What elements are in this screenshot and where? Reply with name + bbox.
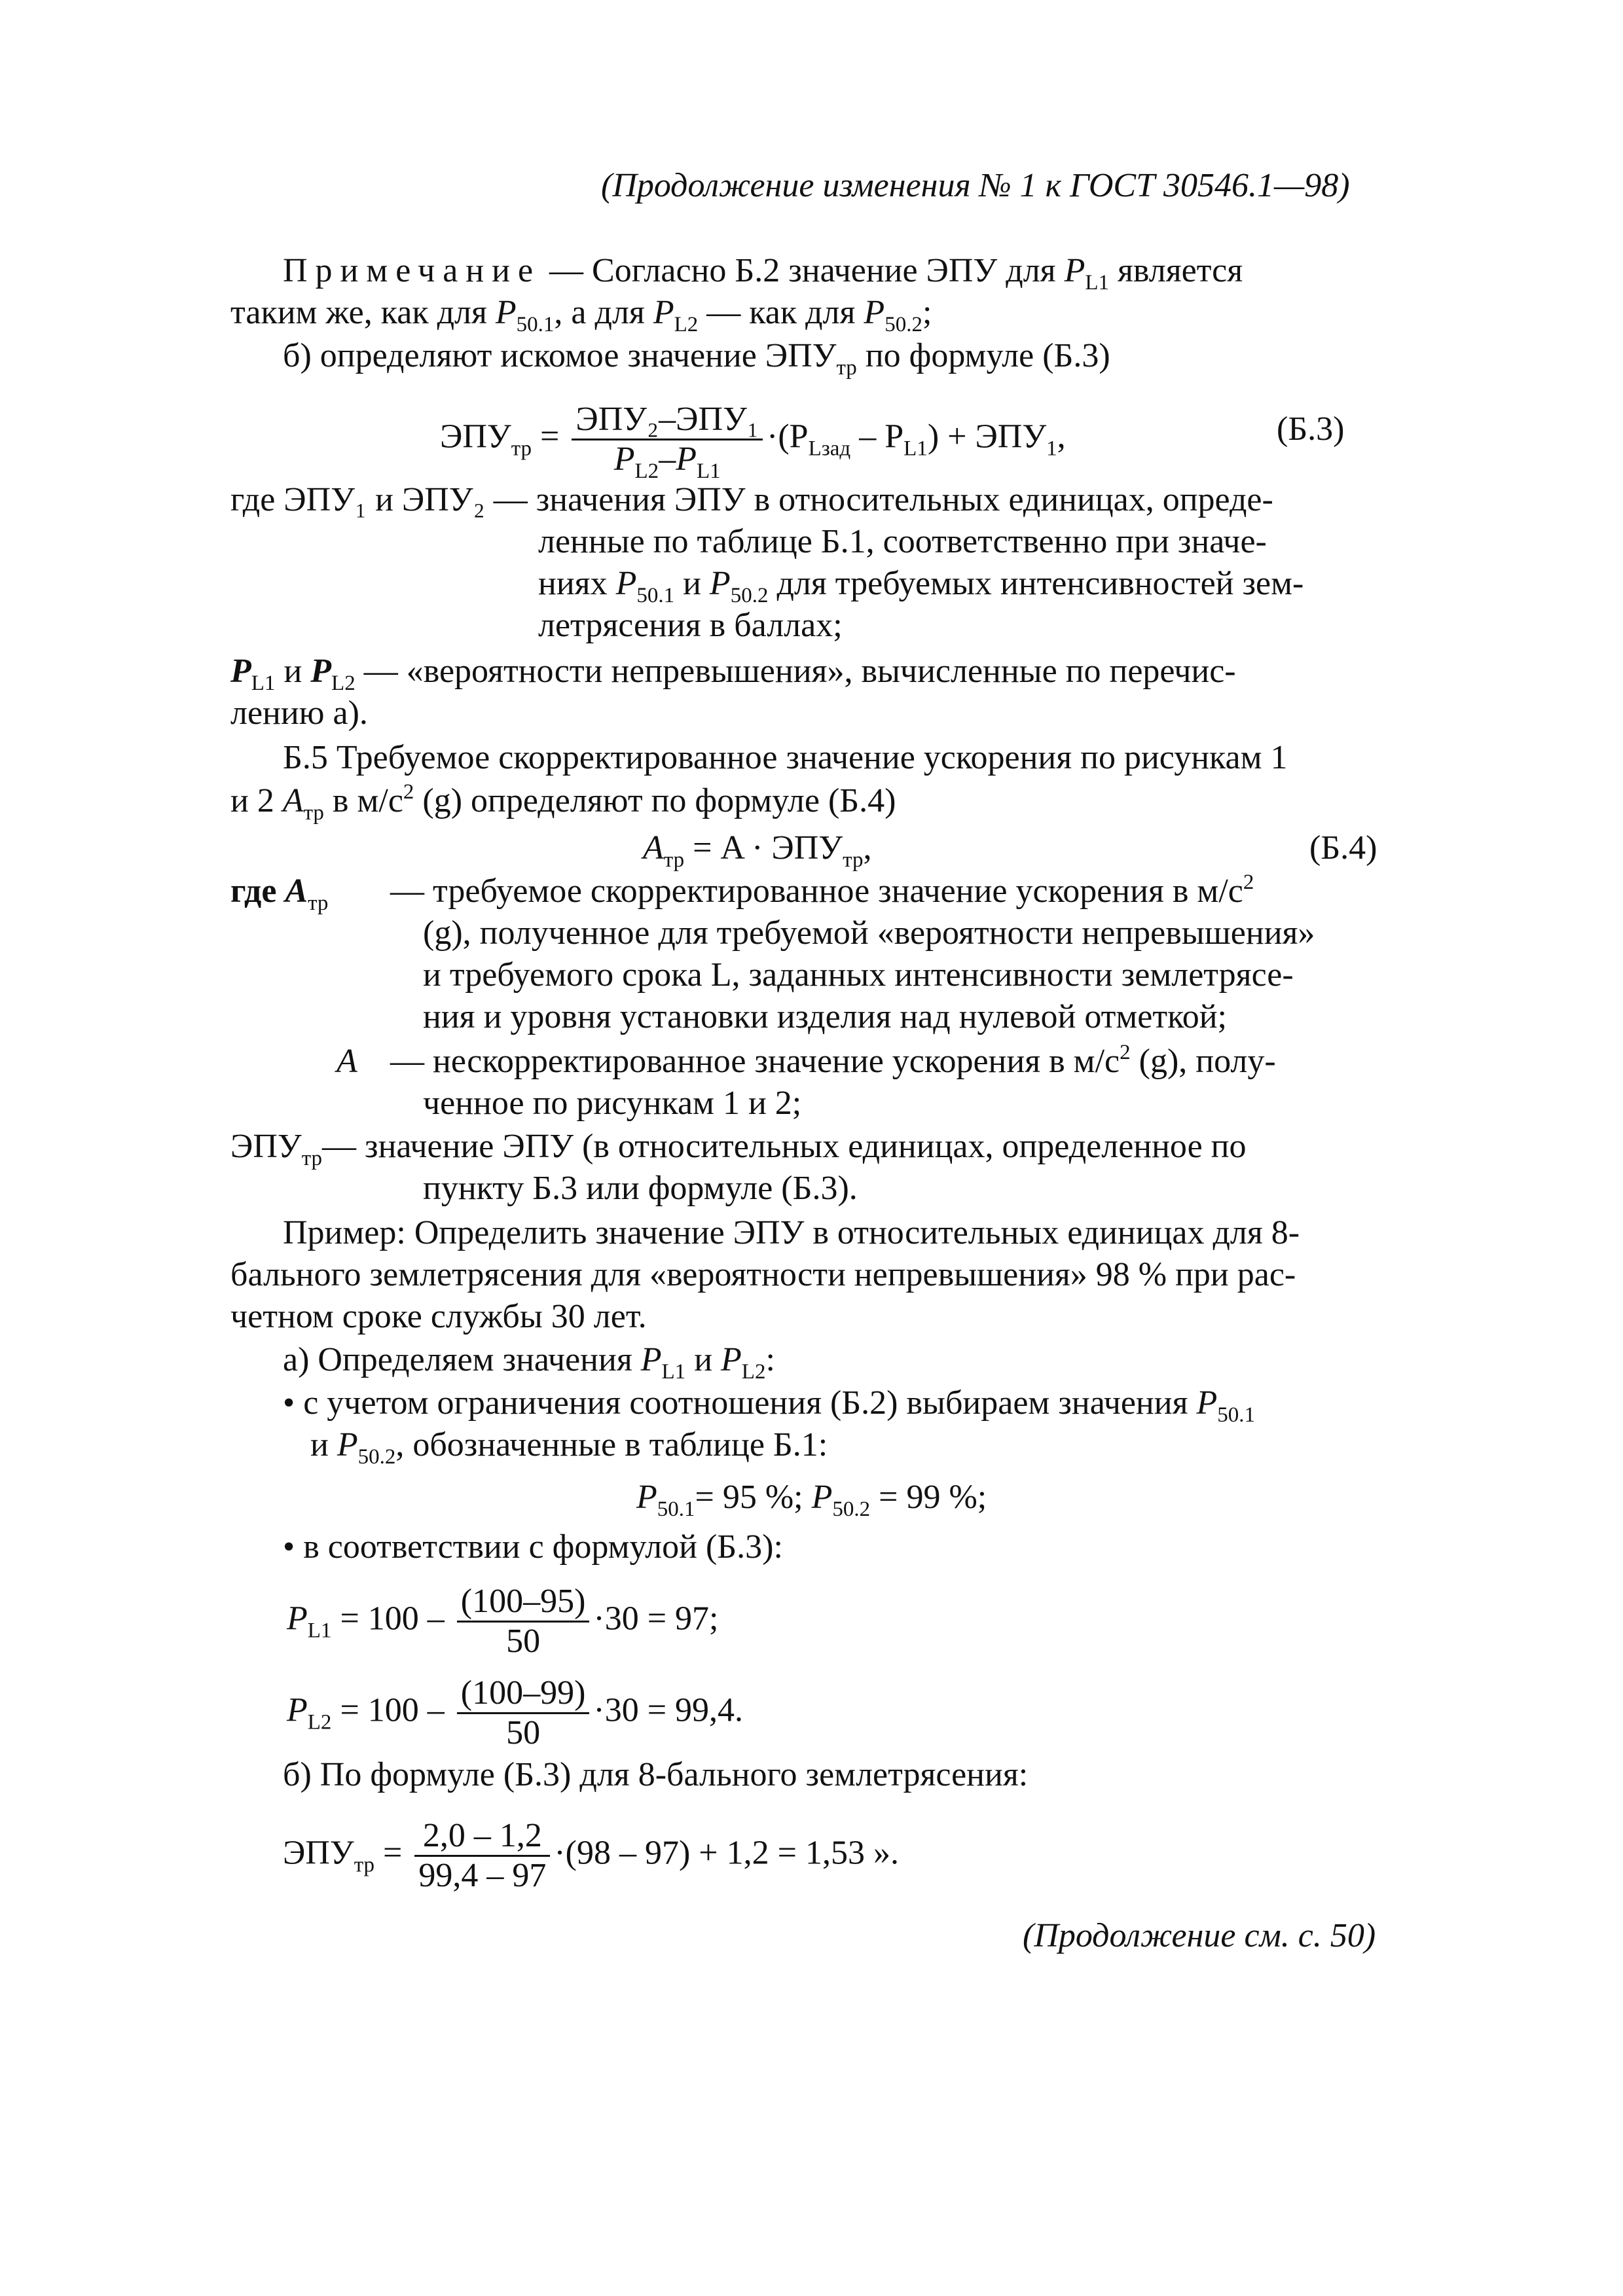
subscript: тр bbox=[836, 356, 857, 380]
symbol-a: A bbox=[282, 782, 304, 819]
formula-part: ·(98 – 97) + 1,2 = 1,53 ». bbox=[554, 1834, 899, 1872]
subscript: тр bbox=[301, 1147, 323, 1170]
symbol-p: P bbox=[811, 1479, 833, 1516]
where-line-2: ленные по таблице Б.1, соответственно при значе- bbox=[538, 523, 1267, 560]
symbol-p: P bbox=[653, 294, 674, 331]
where-line-6: лению а). bbox=[230, 694, 368, 732]
subscript: L1 bbox=[1085, 271, 1110, 295]
subscript: L2 bbox=[331, 672, 356, 695]
subscript: 50.2 bbox=[884, 313, 922, 336]
subscript: тр bbox=[354, 1853, 375, 1877]
fraction bbox=[414, 1817, 550, 1895]
subscript: 50.1 bbox=[636, 584, 675, 607]
formula-b3 bbox=[440, 401, 1066, 483]
note-line-2 bbox=[230, 292, 932, 334]
numerator: (100–95) bbox=[457, 1583, 590, 1623]
text: и bbox=[685, 1341, 721, 1378]
text: — требуемое скорректированное значение ускорения в м/с bbox=[390, 872, 1243, 910]
b5-line-1: Б.5 Требуемое скорректированное значение ускорения по рисункам 1 bbox=[283, 739, 1288, 776]
symbol-a: A bbox=[285, 872, 308, 910]
subscript: 50.2 bbox=[730, 584, 769, 607]
where-b4-symbol-a: A bbox=[337, 1043, 357, 1080]
where-line-4: летрясения в баллах; bbox=[538, 607, 843, 644]
note-text: таким же, как для bbox=[230, 294, 496, 331]
running-header: (Продолжение изменения № 1 к ГОСТ 30546.1—98) bbox=[601, 167, 1350, 204]
formula-part: = bbox=[374, 1834, 411, 1872]
symbol-p: P bbox=[310, 653, 332, 690]
formula-part: = 100 – bbox=[331, 1691, 453, 1729]
formula-b4 bbox=[643, 827, 872, 872]
example-line-2: бального землетрясения для «вероятности непревышения» 98 % при рас- bbox=[230, 1256, 1296, 1293]
text: (g), полу- bbox=[1130, 1043, 1276, 1080]
subscript: L1 bbox=[696, 459, 721, 483]
superscript: 2 bbox=[1243, 870, 1254, 894]
where-b4-line-1 bbox=[390, 870, 1254, 912]
subscript: 50.2 bbox=[357, 1445, 396, 1469]
where-b4-lead bbox=[230, 870, 329, 915]
b5-line-2 bbox=[230, 780, 896, 825]
example-pl1-formula bbox=[287, 1583, 719, 1660]
symbol-p: P bbox=[640, 1341, 662, 1378]
denominator: 99,4 – 97 bbox=[418, 1857, 547, 1894]
symbol-p: P bbox=[287, 1691, 308, 1729]
where-line-3 bbox=[538, 563, 1304, 605]
symbol-p: P bbox=[287, 1600, 308, 1638]
example-bullet-1 bbox=[283, 1382, 1256, 1427]
symbol-a: A bbox=[643, 829, 664, 867]
denominator: 50 bbox=[506, 1714, 541, 1751]
text: = 99 %; bbox=[870, 1479, 987, 1516]
subscript: тр bbox=[303, 801, 324, 825]
text: б) определяют искомое значение ЭПУ bbox=[283, 337, 837, 374]
symbol-p: P bbox=[615, 565, 637, 602]
example-values bbox=[636, 1477, 987, 1521]
where-b4-line-4: ния и уровня установки изделия над нулевой отметкой; bbox=[423, 998, 1227, 1035]
numerator: 2,0 – 1,2 bbox=[414, 1817, 550, 1857]
subscript: 50.1 bbox=[657, 1498, 695, 1521]
text: а) Определяем значения bbox=[283, 1341, 641, 1378]
formula-tag-b4: (Б.4) bbox=[1309, 829, 1377, 867]
symbol-p: P bbox=[864, 294, 885, 331]
subscript: L2 bbox=[741, 1360, 766, 1384]
formula-part: ·30 = 99,4. bbox=[593, 1691, 744, 1729]
formula-part: –P bbox=[659, 440, 697, 478]
symbol-p: P bbox=[230, 653, 251, 690]
text: ЭПУ bbox=[230, 1128, 302, 1165]
note-label: Примечание bbox=[283, 252, 541, 289]
symbol-p: P bbox=[709, 565, 731, 602]
item-b-intro bbox=[283, 335, 1110, 380]
text: (g) определяют по формуле (Б.4) bbox=[414, 782, 896, 819]
where-line-5 bbox=[230, 651, 1236, 695]
example-line-3: четном сроке службы 30 лет. bbox=[230, 1298, 647, 1335]
text: для требуемых интенсивностей зем- bbox=[768, 565, 1304, 602]
superscript: 2 bbox=[403, 780, 414, 804]
note-text: является bbox=[1109, 252, 1243, 289]
formula-part: P bbox=[613, 440, 635, 478]
symbol-p: P bbox=[636, 1479, 657, 1516]
text: — значение ЭПУ (в относительных единицах, определенное по bbox=[322, 1128, 1247, 1165]
symbol-p: P bbox=[1196, 1384, 1218, 1422]
formula-part: ·30 = 97; bbox=[593, 1600, 719, 1638]
formula-part: ·(P bbox=[767, 418, 809, 456]
denominator: 50 bbox=[506, 1623, 541, 1660]
formula-tag-b3: (Б.3) bbox=[1277, 410, 1345, 448]
text: и bbox=[674, 565, 710, 602]
formula-part: = A · ЭПУ bbox=[684, 829, 843, 867]
formula-part: – P bbox=[850, 418, 904, 456]
text: ниях bbox=[538, 565, 616, 602]
superscript: 2 bbox=[1120, 1041, 1131, 1064]
subscript: тр bbox=[511, 437, 532, 461]
note-text: , а для bbox=[554, 294, 653, 331]
text: по формуле (Б.3) bbox=[856, 337, 1110, 374]
subscript: L2 bbox=[674, 313, 699, 336]
example-epu-formula bbox=[283, 1817, 899, 1895]
numerator: (100–99) bbox=[457, 1674, 590, 1714]
subscript: L2 bbox=[634, 459, 659, 483]
example-line-1: Пример: Определить значение ЭПУ в относительных единицах для 8- bbox=[283, 1214, 1300, 1251]
fraction bbox=[572, 401, 763, 483]
formula-part: ) + ЭПУ bbox=[927, 418, 1047, 456]
subscript: тр bbox=[663, 848, 685, 872]
example-bullet-1-cont bbox=[310, 1424, 828, 1469]
subscript: L1 bbox=[661, 1360, 686, 1384]
denominator bbox=[572, 440, 763, 483]
subscript: L1 bbox=[903, 437, 928, 461]
note-line-1 bbox=[283, 250, 1243, 295]
text: = 95 %; bbox=[695, 1479, 812, 1516]
subscript: 1 bbox=[1046, 437, 1057, 461]
subscript: тр bbox=[308, 891, 329, 915]
formula-part: = 100 – bbox=[331, 1600, 453, 1638]
formula-part: , bbox=[863, 829, 872, 867]
symbol-p: P bbox=[1064, 252, 1085, 289]
subscript: L1 bbox=[251, 672, 276, 695]
note-text: — как для bbox=[698, 294, 864, 331]
text: и 2 bbox=[230, 782, 283, 819]
where-b4-line-6: ченное по рисункам 1 и 2; bbox=[423, 1085, 802, 1122]
formula-part: ЭПУ bbox=[440, 418, 511, 456]
where-b4-line-8: пункту Б.3 или формуле (Б.3). bbox=[423, 1170, 858, 1207]
formula-part: ЭПУ bbox=[283, 1834, 354, 1872]
text: и bbox=[310, 1426, 337, 1463]
text: , обозначенные в таблице Б.1: bbox=[395, 1426, 828, 1463]
text: в м/с bbox=[323, 782, 403, 819]
text: где bbox=[230, 872, 285, 910]
fraction bbox=[457, 1583, 590, 1660]
example-b-head: б) По формуле (Б.3) для 8-бального землетрясения: bbox=[283, 1756, 1029, 1793]
where-b4-line-3: и требуемого срока L, заданных интенсивности землетрясе- bbox=[423, 956, 1294, 994]
text: — нескорректированное значение ускорения в м/с bbox=[390, 1043, 1120, 1080]
subscript: L2 bbox=[307, 1710, 332, 1734]
formula-part: , bbox=[1057, 418, 1066, 456]
symbol-p: P bbox=[495, 294, 517, 331]
note-text: — Согласно Б.2 значение ЭПУ для bbox=[541, 252, 1065, 289]
text: • с учетом ограничения соотношения (Б.2) выбираем значения bbox=[283, 1384, 1197, 1422]
where-line-1: где ЭПУ₁ и ЭПУ₂ — значения ЭПУ в относительных единицах, опреде- bbox=[230, 481, 1273, 518]
subscript: 50.2 bbox=[832, 1498, 871, 1521]
subscript: L1 bbox=[307, 1619, 332, 1643]
where-b4-epu bbox=[230, 1126, 1246, 1168]
continuation-footer: (Продолжение см. с. 50) bbox=[1023, 1917, 1376, 1954]
example-a-head bbox=[283, 1339, 775, 1384]
symbol-p: P bbox=[337, 1426, 358, 1463]
subscript: тр bbox=[843, 848, 864, 872]
note-text: ; bbox=[922, 294, 932, 331]
text: и bbox=[275, 653, 311, 690]
where-b4-line-2: (g), полученное для требуемой «вероятности непревышения» bbox=[423, 914, 1315, 952]
subscript: 50.1 bbox=[516, 313, 555, 336]
example-pl2-formula bbox=[287, 1674, 743, 1752]
fraction bbox=[457, 1674, 590, 1752]
where-b4-line-5 bbox=[390, 1041, 1276, 1083]
subscript: Lзад bbox=[808, 437, 851, 461]
subscript: 50.1 bbox=[1217, 1403, 1256, 1427]
numerator: ЭПУ₂–ЭПУ₁ bbox=[572, 401, 763, 440]
text: — «вероятности непревышения», вычисленные по перечис- bbox=[355, 653, 1236, 690]
example-bullet-2: • в соответствии с формулой (Б.3): bbox=[283, 1528, 783, 1566]
symbol-p: P bbox=[721, 1341, 742, 1378]
formula-part: = bbox=[532, 418, 568, 456]
text: : bbox=[765, 1341, 775, 1378]
